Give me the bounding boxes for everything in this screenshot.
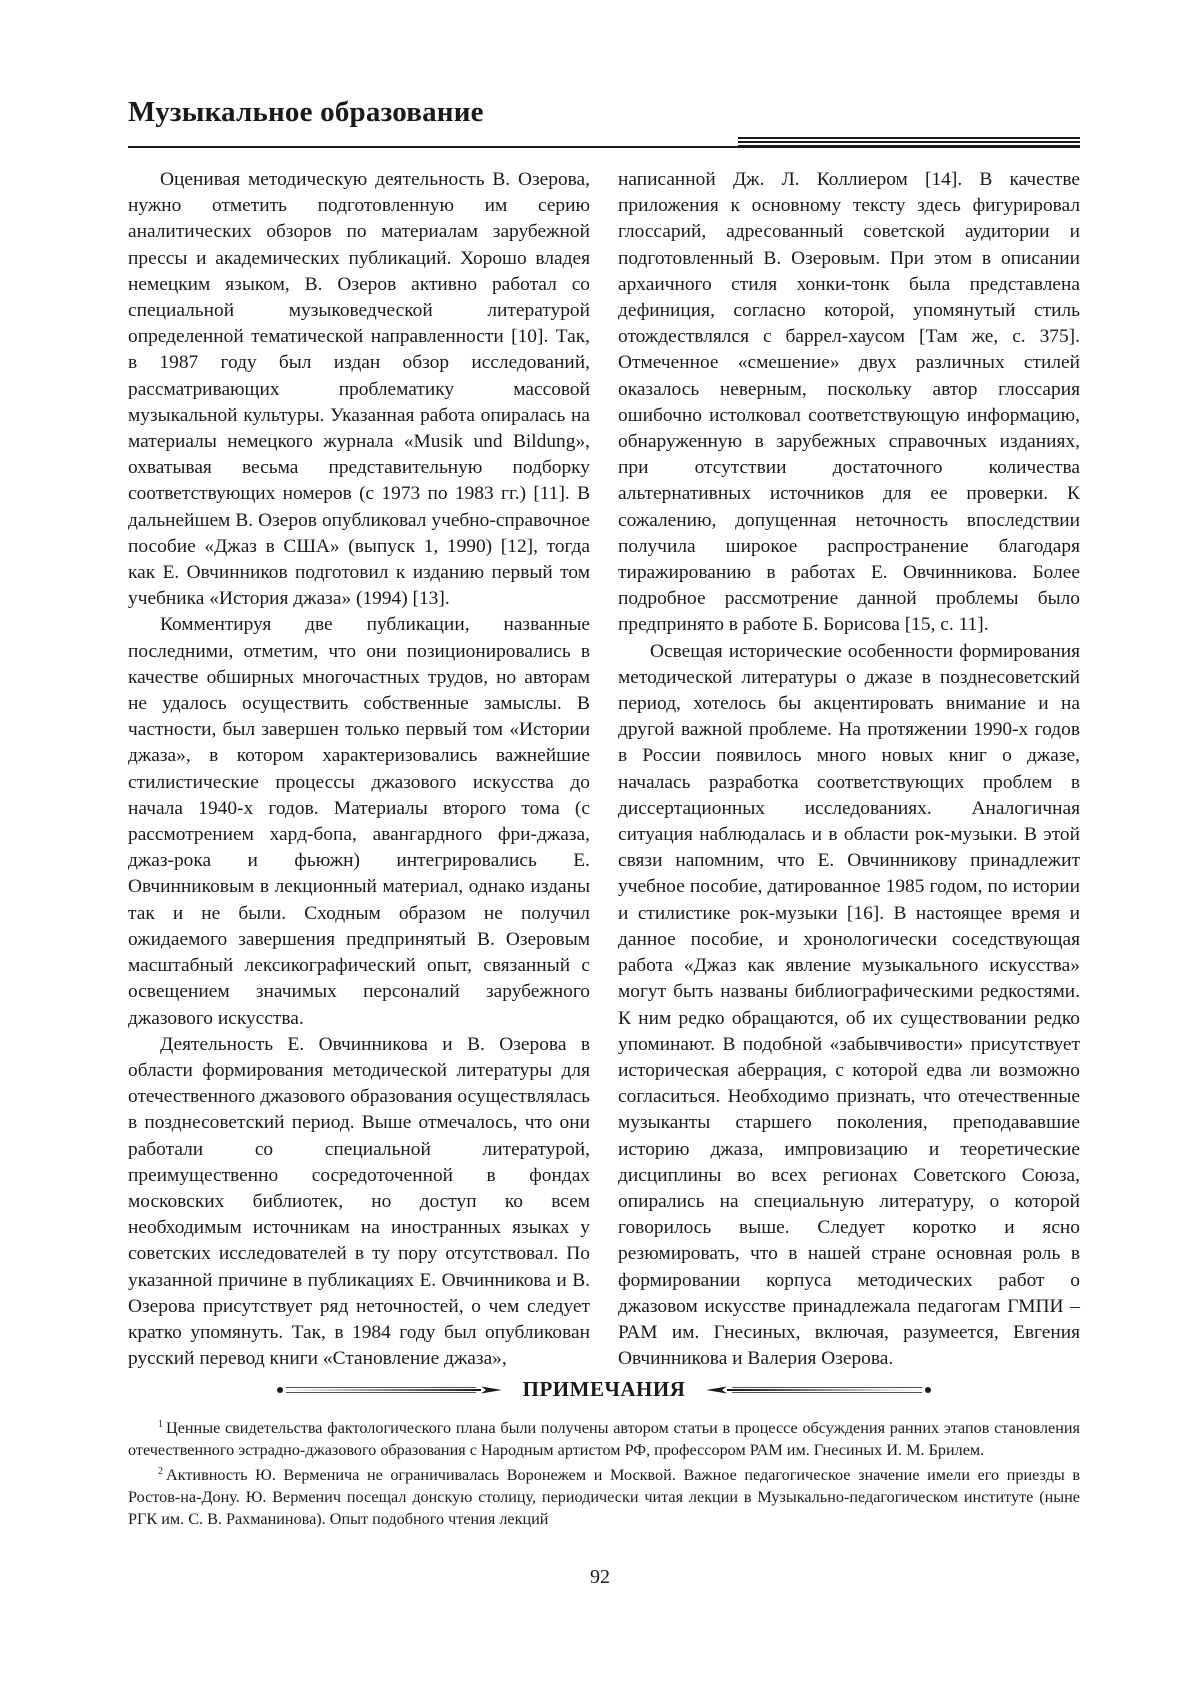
page-number: 92	[590, 1566, 610, 1588]
notes	[128, 1414, 1080, 1530]
notes-heading	[128, 1376, 1080, 1402]
header-rule	[128, 146, 1080, 148]
paragraph: Оценивая методическую деятельность В. Озерова, нужно отметить подготовленную им серию аналитических обзоров по материалам зарубежной прессы и академических публикаций. Хорошо владея немецким языком, В. Озеров активно работал со специальной музыковедческой литературой определенной тематической направленности [10]. Так, в 1987 году был издан обзор исследований, рассматривающих проблематику массовой музыкальной культуры. Указанная работа опиралась на материалы немецкого журнала «Musik und Bildung», охватывая весьма представительную подборку соответствующих номеров (с 1973 по 1983 гг.) [11]. В дальнейшем В. Озеров опубликовал учебно-справочное пособие «Джаз в США» (выпуск 1, 1990) [12], тогда как Е. Овчинников подготовил к изданию первый том учебника «История джаза» (1994) [13].	[128, 169, 590, 610]
note-marker: 2	[158, 1466, 163, 1477]
note-item	[128, 1414, 1080, 1461]
ornament-right-icon	[702, 1386, 932, 1394]
page-header	[128, 98, 1080, 127]
right-column	[618, 167, 1080, 1372]
paragraph: написанной Дж. Л. Коллиером [14]. В качестве приложения к основному тексту здесь фигурировал глоссарий, адресованный советской аудитории и подготовленный В. Озеровым. При этом в описании архаичного стиля хонки-тонк была представлена дефиниция, согласно которой, упомянутый стиль отождествлялся с баррел-хаусом [Там же, с. 375]. Отмеченное «смешение» двух различных стилей оказалось неверным, поскольку автор глоссария ошибочно истолковал соответствующую информацию, обнаруженную в зарубежных справочных изданиях, при отсутствии достаточного количества альтернативных источников для ее проверки. К сожалению, допущенная неточность впоследствии получила широкое распространение благодаря тиражированию в работах Е. Овчинникова. Более подробное рассмотрение данной проблемы было предпринято в работе Б. Борисова [15, с. 11].	[618, 169, 1080, 636]
note-item	[128, 1461, 1080, 1530]
paragraph: Комментируя две публикации, названные последними, отметим, что они позиционировались в качестве обширных многочастных трудов, но авторам не удалось осуществить собственные замыслы. В частности, был завершен только первый том «Истории джаза», в котором характеризовались важнейшие стилистические процессы джазового искусства до начала 1940-х годов. Материалы второго тома (с рассмотрением хард-бопа, авангардного фри-джаза, джаз-рока и фьюжн) интегрировались Е. Овчинниковым в лекционный материал, однако изданы так и не были. Сходным образом не получил ожидаемого завершения предпринятый В. Озеровым масштабный лексикографический опыт, связанный с освещением значимых персоналий зарубежного джазового искусства.	[128, 614, 590, 1029]
note-text: Ценные свидетельства фактологического плана были получены автором статьи в процессе обсуждения ранних этапов становления отечественного эстрадно-джазового образования с Народным артистом РФ, профессором РАМ им. Гнесиных И. М. Брилем.	[128, 1419, 1080, 1459]
paragraph: Деятельность Е. Овчинникова и В. Озерова в области формирования методической литературы для отечественного джазового образования осуществлялась в позднесоветский период. Выше отмечалось, что они работали со специальной литературой, преимущественно сосредоточенной в фондах московских библиотек, но доступ ко всем необходимым источникам на иностранных языках у советских исследователей в ту пору отсутствовал. По указанной причине в публикациях Е. Овчинникова и В. Озерова присутствует ряд неточностей, о чем следует кратко упомянуть. Так, в 1984 году был опубликован русский перевод книги «Становление джаза»,	[128, 1033, 590, 1370]
paragraph: Освещая исторические особенности формирования методической литературы о джазе в позднесоветский период, хотелось бы акцентировать внимание и на другой важной проблеме. На протяжении 1990-х годов в России появилось много новых книг о джазе, началась разработка соответствующих проблем в диссертационных исследованиях. Аналогичная ситуация наблюдалась и в области рок-музыки. В этой связи напомним, что Е. Овчинникову принадлежит учебное пособие, датированное 1985 годом, по истории и стилистике рок-музыки [16]. В настоящее время и данное пособие, и хронологически соседствующая работа «Джаз как явление музыкального искусства» могут быть названы библиографическими редкостями. К ним редко обращаются, об их существовании редко упоминают. В подобной «забывчивости» присутствует историческая аберрация, с которой едва ли возможно согласиться. Необходимо признать, что отечественные музыканты старшего поколения, преподававшие историю джаза, импровизацию и теоретические дисциплины во всех регионах Советского Союза, опирались на специальную литературу, о которой говорилось выше. Следует коротко и ясно резюмировать, что в нашей стране основная роль в формировании корпуса методических работ о джазовом искусстве принадлежала педагогам ГМПИ – РАМ им. Гнесиных, включая, разумеется, Евгения Овчинникова и Валерия Озерова.	[618, 640, 1080, 1370]
notes-title: ПРИМЕЧАНИЯ	[522, 1377, 686, 1401]
left-column	[128, 167, 590, 1372]
note-text: Активность Ю. Верменича не ограничивалась Воронежем и Москвой. Важное педагогическое значение имели его приезды в Ростов-на-Дону. Ю. Верменич посещал донскую столицу, периодически читая лекции в Музыкально-педагогическом институте (ныне РГК им. С. В. Рахманинова). Опыт подобного чтения лекций	[128, 1466, 1080, 1528]
section-title: Музыкальное образование	[128, 96, 484, 128]
note-marker: 1	[158, 1419, 163, 1430]
